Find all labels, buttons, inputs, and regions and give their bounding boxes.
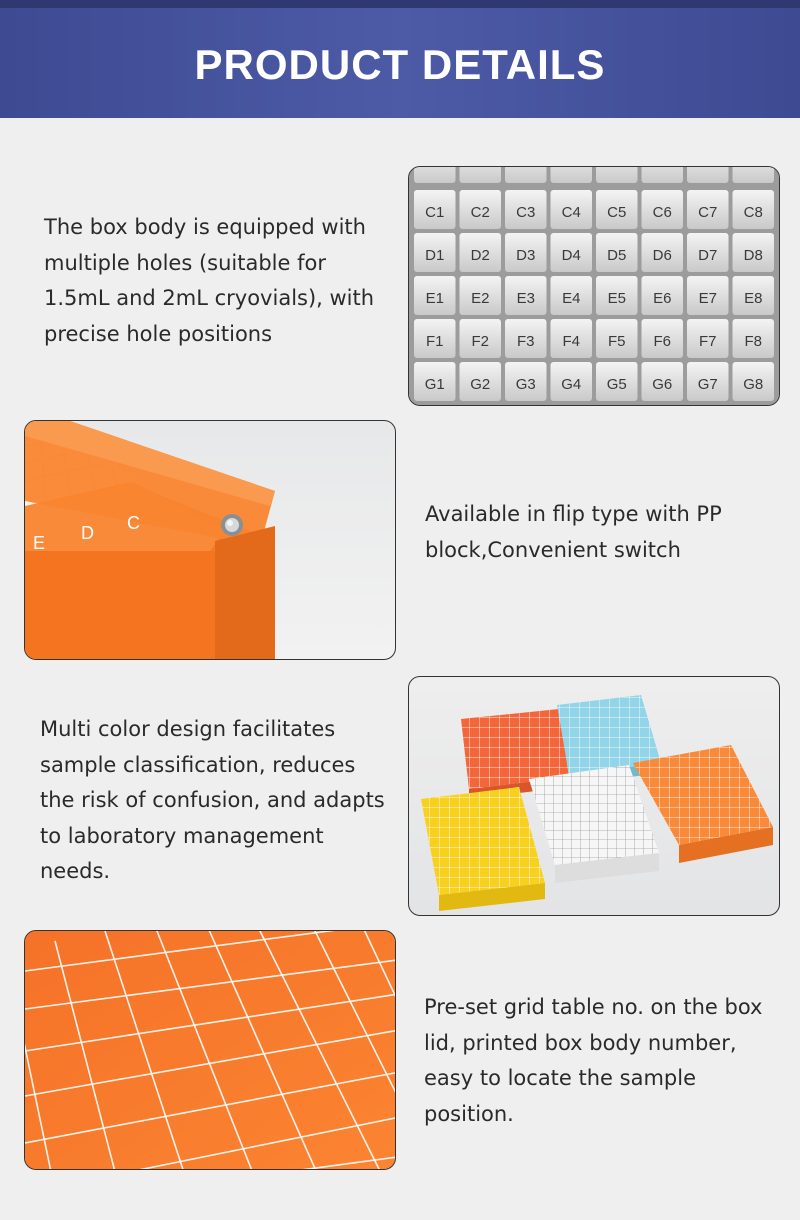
grid-cell-label: D8 (743, 247, 763, 264)
grid-cell-top (505, 167, 547, 183)
grid-cell-top (551, 167, 593, 183)
grid-cell-label: G8 (743, 376, 764, 393)
grid-cell-label: G2 (470, 376, 491, 393)
grid-photo (408, 166, 780, 406)
header-banner (0, 0, 800, 118)
page-title: PRODUCT DETAILS (194, 41, 606, 88)
section-4-text: Pre-set grid table no. on the box lid, printed box body number, easy to locate the sample position. (424, 995, 763, 1126)
section-1-text: The box body is equipped with multiple holes (suitable for 1.5mL and 2mL cryovials), with precise hole positions (44, 215, 375, 346)
flip-letter-c: C (127, 513, 140, 533)
grid-cell-top (642, 167, 684, 183)
grid-cell-label: C7 (698, 204, 718, 221)
grid-cell-label: F1 (425, 333, 444, 350)
grid-cell-label: F5 (607, 333, 626, 350)
flip-letter-d: D (81, 523, 94, 543)
grid-cell-label: F6 (653, 333, 672, 350)
section-3-text: Multi color design facilitates sample classification, reduces the risk of confusion, and adapts to laboratory management needs. (40, 717, 385, 883)
grid-cell-label: C1 (425, 204, 445, 221)
grid-cell-label: G1 (424, 376, 445, 393)
grid-cell-label: E5 (607, 290, 626, 307)
grid-cell-label: F7 (698, 333, 717, 350)
grid-cell-label: C8 (743, 204, 763, 221)
grid-cell-label: F8 (744, 333, 763, 350)
grid-cell-label: E3 (516, 290, 535, 307)
grid-cell-label: D7 (698, 247, 718, 264)
grid-cell-label: F3 (516, 333, 535, 350)
flip-letter-e: E (33, 533, 46, 553)
grid-cell-label: G7 (697, 376, 718, 393)
grid-cell-label: D6 (652, 247, 672, 264)
grid-cell-label: G5 (606, 376, 627, 393)
lid-grid-svg (25, 931, 395, 1169)
grid-cell-top (733, 167, 775, 183)
lid-grid-photo (24, 930, 396, 1170)
grid-cell-label: D2 (470, 247, 490, 264)
grid-cell-label: D3 (516, 247, 536, 264)
flip-box-photo (24, 420, 396, 660)
grid-cell-label: E7 (698, 290, 717, 307)
grid-cell-label: C3 (516, 204, 536, 221)
grid-cell-label: D1 (425, 247, 445, 264)
grid-cell-label: E8 (744, 290, 763, 307)
grid-cell-label: C4 (561, 204, 581, 221)
grid-cell-top (460, 167, 502, 183)
section-2-text: Available in flip type with PP block,Convenient switch (425, 502, 722, 562)
grid-cell-label: C5 (607, 204, 627, 221)
grid-cell-label: D4 (561, 247, 581, 264)
color-boxes-photo (408, 676, 780, 916)
grid-cell-label: F2 (471, 333, 490, 350)
grid-cell-top (596, 167, 638, 183)
grid-cell-label: G4 (561, 376, 582, 393)
grid-cell-label: E6 (653, 290, 672, 307)
grid-cell-label: D5 (607, 247, 627, 264)
flip-box-svg (25, 421, 395, 659)
grid-cell-label: E4 (562, 290, 581, 307)
grid-cell-label: F4 (562, 333, 581, 350)
grid-cell-top (687, 167, 729, 183)
grid-cell-label: E2 (471, 290, 490, 307)
grid-cell-label: C2 (470, 204, 490, 221)
grid-cell-label: E1 (425, 290, 444, 307)
color-boxes-svg (409, 677, 779, 915)
grid-photo-svg (409, 167, 779, 405)
grid-cell-label: G6 (652, 376, 673, 393)
grid-cell-label: G3 (515, 376, 536, 393)
grid-cell-top (414, 167, 456, 183)
grid-cell-label: C6 (652, 204, 672, 221)
